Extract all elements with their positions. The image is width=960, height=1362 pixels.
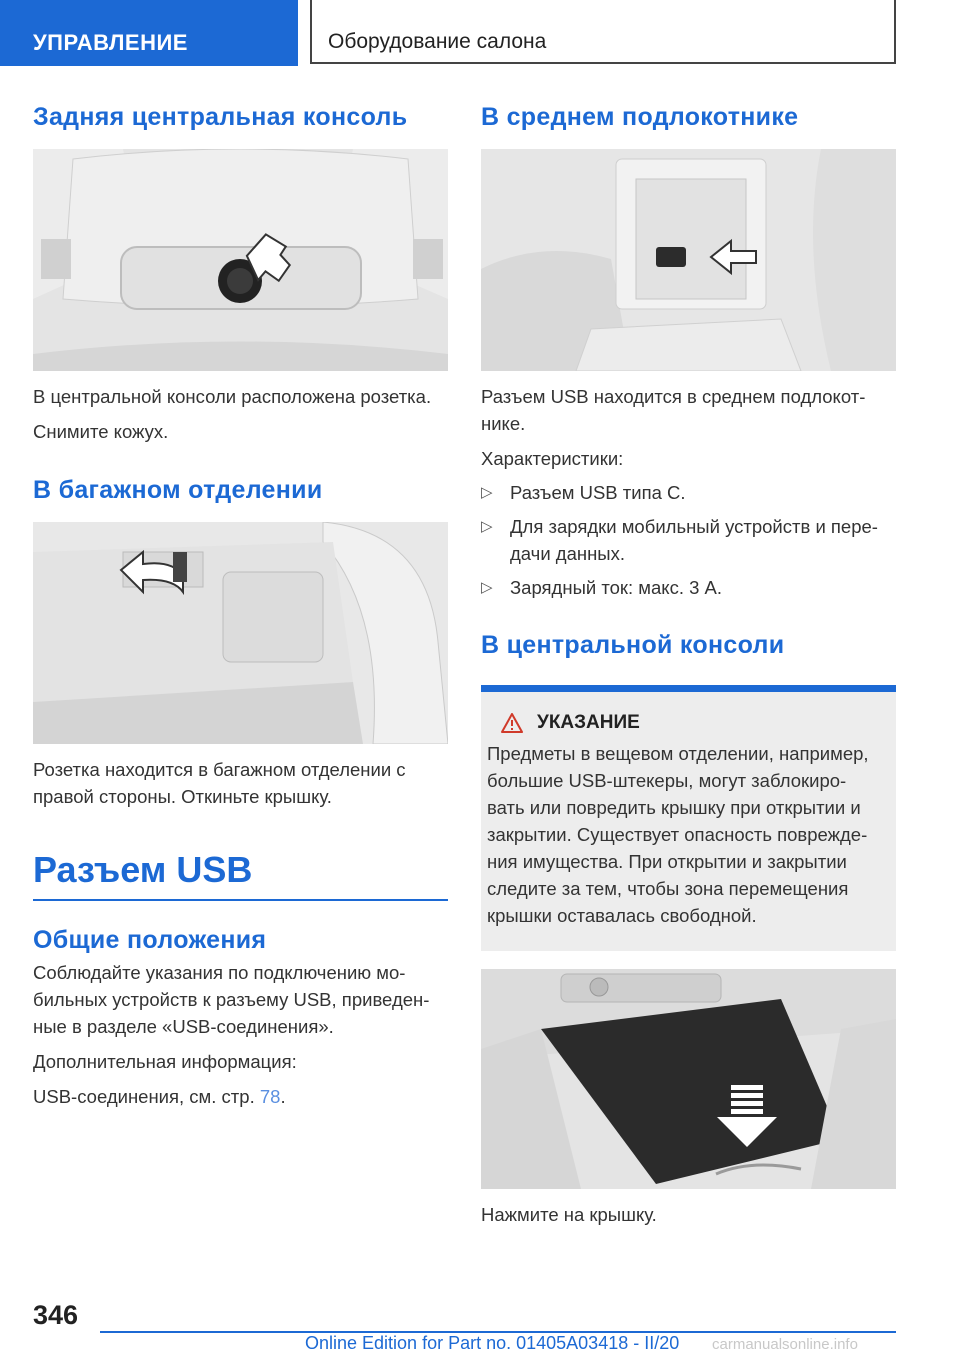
chapter-title: Оборудование салона: [310, 0, 896, 64]
section-tab: УПРАВЛЕНИЕ: [0, 0, 298, 66]
trunk-photo: [33, 522, 448, 744]
trunk-text1: Розетка находится в багажном отделении с правой стороны. Откиньте крышку.: [33, 759, 406, 807]
heading-rear-console: Задняя центральная консоль: [33, 103, 408, 131]
usb-text1: Соблюдайте указания по подключению мо-бильных устройств к разъему USB, приведен-ные в разделе «USB-соединения».: [33, 962, 430, 1037]
usb-reference-prefix: USB-соединения, см. стр.: [33, 1086, 260, 1107]
notice-header: [501, 712, 878, 734]
usb-reference: [33, 1083, 448, 1110]
heading-armrest: В среднем подлокотнике: [481, 103, 799, 131]
armrest-bullet-list: [481, 479, 896, 601]
heading-usb: Разъем USB: [33, 849, 253, 890]
list-item: ▷ Зарядный ток: макс. 3 А.: [481, 574, 896, 601]
page-number: 346: [33, 1300, 79, 1330]
triangle-bullet-icon: ▷: [481, 579, 493, 596]
usb-text2: Дополнительная информация:: [33, 1051, 297, 1072]
rear-console-text2: Снимите кожух.: [33, 421, 169, 442]
watermark: carmanualsonline.info: [712, 1336, 858, 1353]
armrest-text1: Разъем USB находится в среднем подлокот-нике.: [481, 386, 866, 434]
triangle-bullet-icon: ▷: [481, 484, 493, 501]
heading-general: Общие положения: [33, 926, 267, 954]
rear-console-text1: В центральной консоли расположена розетка.: [33, 386, 432, 407]
triangle-bullet-icon: ▷: [481, 518, 493, 535]
armrest-text2: Характеристики:: [481, 448, 624, 469]
heading-trunk: В багажном отделении: [33, 476, 323, 504]
page-link-78[interactable]: 78: [259, 1086, 281, 1107]
right-column: [481, 100, 896, 1228]
list-item: ▷ Разъем USB типа C.: [481, 479, 896, 506]
usb-reference-suffix: .: [280, 1086, 286, 1107]
heading-center-console: В центральной консоли: [481, 631, 785, 659]
warning-triangle-icon: [501, 713, 523, 733]
notice-text: Предметы в вещевом отделении, например, большие USB-штекеры, могут заблокиро-вать или повредить крышку при открытии и закрытии. Существует опасность поврежде-ния имущества. При открытии и закрытии следите за тем, чтобы зона перемещения крышки оставалась свободной.: [487, 743, 869, 926]
rear-console-photo: [33, 149, 448, 371]
notice-title: УКАЗАНИЕ: [537, 712, 640, 733]
list-item: ▷ Для зарядки мобильный устройств и пере-дачи данных.: [481, 513, 896, 567]
left-column: [33, 100, 448, 1110]
center-console-photo: [481, 969, 896, 1189]
center-console-caption: Нажмите на крышку.: [481, 1204, 657, 1225]
armrest-photo: [481, 149, 896, 371]
usb-heading-rule: [33, 899, 448, 901]
notice-box: [481, 685, 896, 951]
footer-edition: Online Edition for Part no. 01405A03418 - II/20: [305, 1333, 680, 1353]
